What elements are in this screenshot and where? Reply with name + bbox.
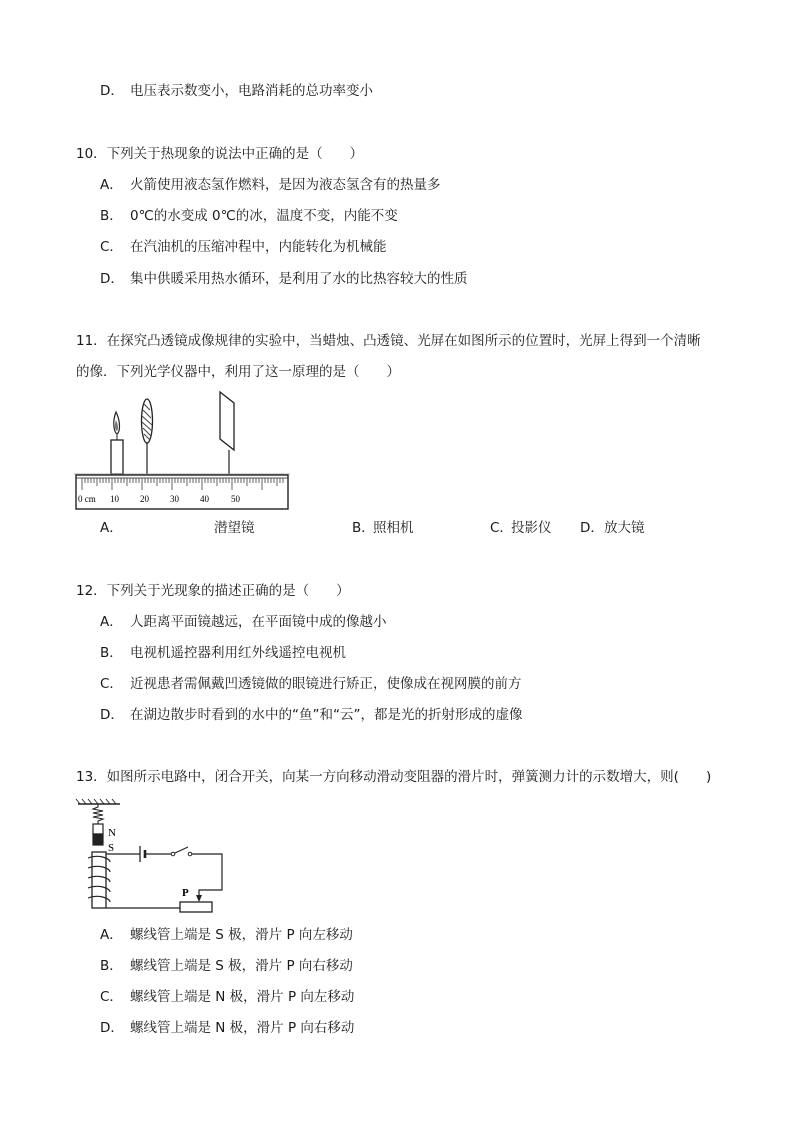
- q12-option-a-text: 人距离平面镜越远，在平面镜中成的像越小: [130, 614, 387, 630]
- magnet-label-n: N: [108, 827, 116, 839]
- q13-option-d-text: 螺线管上端是 N 极，滑片 P 向右移动: [130, 1020, 355, 1036]
- light-screen-icon: [220, 392, 234, 474]
- q12-option-c-letter: C．: [100, 676, 123, 692]
- q12-option-b-letter: B．: [100, 645, 123, 661]
- solenoid-icon: [88, 852, 110, 908]
- q9-option-d-letter: D．: [100, 83, 124, 99]
- q13-option-b-text: 螺线管上端是 S 极，滑片 P 向右移动: [130, 958, 353, 974]
- q11-stem-line1: 11．在探究凸透镜成像规律的实验中，当蜡烛、凸透镜、光屏在如图所示的位置时，光屏上得到一个清晰: [76, 333, 701, 349]
- q12-option-d-letter: D．: [100, 707, 124, 723]
- ruler-label-50: 50: [231, 494, 240, 504]
- switch-icon: [171, 847, 192, 856]
- q9-option-d-text: 电压表示数变小，电路消耗的总功率变小: [130, 83, 373, 99]
- q13-option-c-text: 螺线管上端是 N 极，滑片 P 向左移动: [130, 989, 355, 1005]
- q13-circuit-figure: [72, 796, 232, 916]
- q10-option-a-letter: A．: [100, 177, 123, 193]
- q13-option-b-letter: B．: [100, 958, 123, 974]
- q11-option-d-text: 放大镜: [604, 520, 645, 536]
- q10-option-a-text: 火箭使用液态氢作燃料，是因为液态氢含有的热量多: [130, 177, 441, 193]
- q11-option-a-text: 潜望镜: [214, 520, 255, 536]
- q10-option-b-text: 0℃的水变成 0℃的冰，温度不变，内能不变: [130, 208, 398, 224]
- q11-optical-bench-figure: [74, 388, 290, 512]
- ruler-label-40: 40: [200, 494, 209, 504]
- rheostat-icon: [180, 902, 212, 912]
- ruler-label-30: 30: [170, 494, 179, 504]
- magnet-label-s: S: [108, 842, 115, 854]
- q12-option-d-text: 在湖边散步时看到的水中的“鱼”和“云”，都是光的折射形成的虚像: [130, 707, 523, 723]
- q11-option-c-letter: C．: [490, 520, 513, 536]
- ceiling-support: [76, 799, 120, 804]
- q13-option-a-letter: A．: [100, 927, 123, 943]
- q13-option-c-letter: C．: [100, 989, 123, 1005]
- q10-stem: 10．下列关于热现象的说法中正确的是（ ）: [76, 146, 364, 162]
- q13-option-a-text: 螺线管上端是 S 极，滑片 P 向左移动: [130, 927, 353, 943]
- q13-option-d-letter: D．: [100, 1020, 124, 1036]
- q10-option-c-text: 在汽油机的压缩冲程中，内能转化为机械能: [130, 239, 387, 255]
- q11-option-a-letter: A．: [100, 520, 123, 536]
- q10-option-d-text: 集中供暖采用热水循环，是利用了水的比热容较大的性质: [130, 271, 468, 287]
- q11-option-d-letter: D．: [580, 520, 604, 536]
- convex-lens-icon: [142, 399, 153, 474]
- bar-magnet-icon: [93, 824, 103, 845]
- q11-stem-line2: 的像．下列光学仪器中，利用了这一原理的是（ ）: [76, 364, 400, 380]
- q11-option-b-text: 照相机: [373, 520, 414, 536]
- q10-option-d-letter: D．: [100, 271, 124, 287]
- candle-icon: [111, 412, 123, 474]
- q11-option-b-letter: B．: [352, 520, 375, 536]
- spring-icon: [93, 804, 103, 824]
- q10-option-b-letter: B．: [100, 208, 123, 224]
- q11-option-c-text: 投影仪: [511, 520, 552, 536]
- q13-stem: 13．如图所示电路中，闭合开关，向某一方向移动滑动变阻器的滑片时，弹簧测力计的示数增大，则( ): [76, 769, 712, 785]
- ruler-label-20: 20: [140, 494, 149, 504]
- q12-option-c-text: 近视患者需佩戴凹透镜做的眼镜进行矫正，使像成在视网膜的前方: [130, 676, 522, 692]
- ruler: [76, 475, 288, 509]
- battery-icon: [140, 846, 145, 862]
- slider-p-arrow-icon: [196, 895, 202, 902]
- ruler-label-10: 10: [110, 494, 119, 504]
- q12-option-a-letter: A．: [100, 614, 123, 630]
- q12-stem: 12．下列关于光现象的描述正确的是（ ）: [76, 583, 350, 599]
- q10-option-c-letter: C．: [100, 239, 123, 255]
- q12-option-b-text: 电视机遥控器利用红外线遥控电视机: [130, 645, 346, 661]
- ruler-label-0: 0 cm: [78, 494, 96, 504]
- slider-label-p: P: [182, 887, 189, 899]
